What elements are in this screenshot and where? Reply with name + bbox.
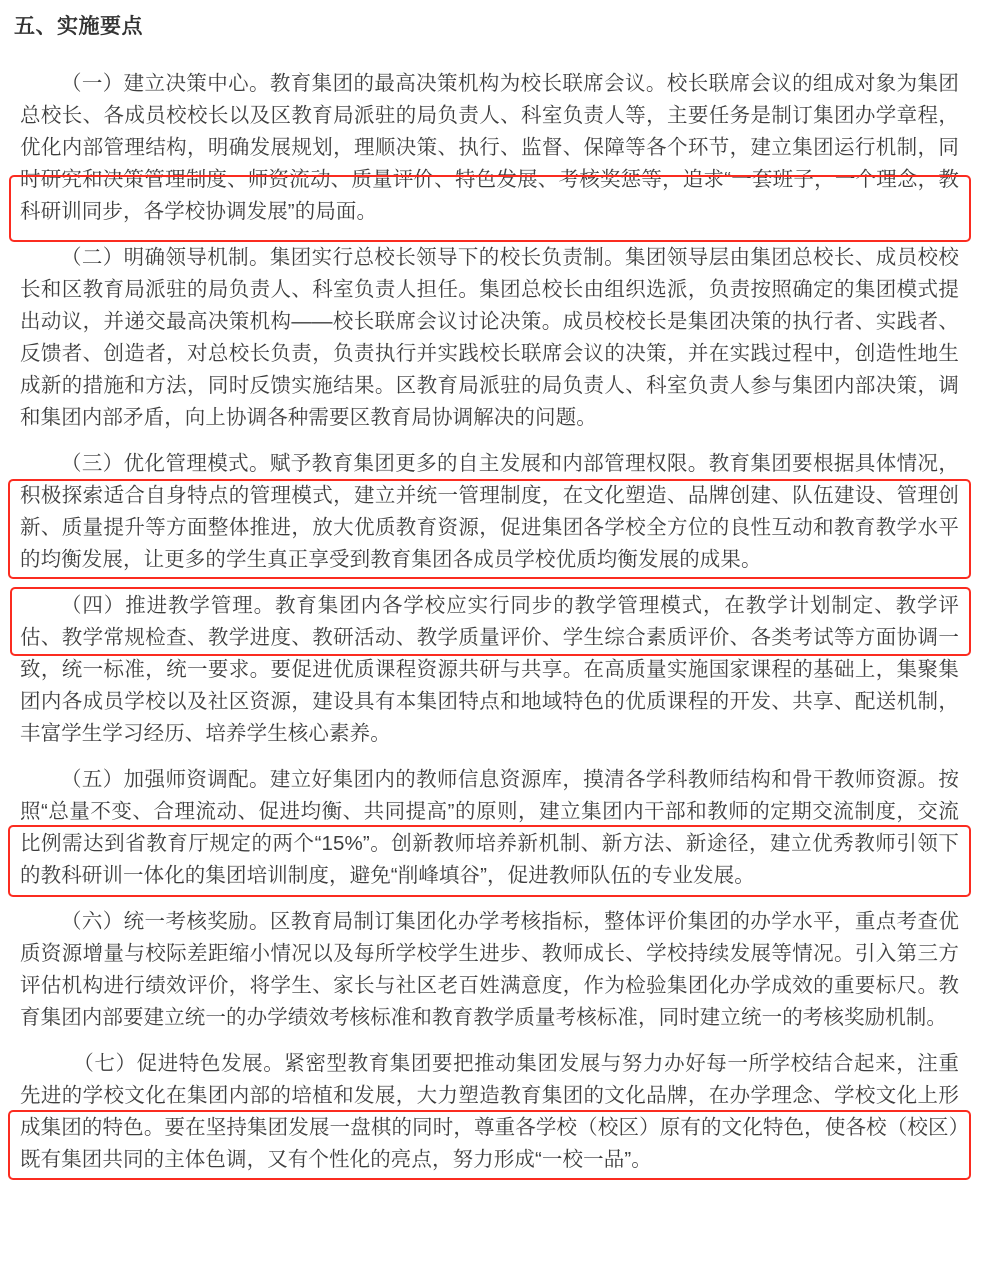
paragraph-2 xyxy=(12,242,963,434)
paragraph-3 xyxy=(12,448,963,576)
paragraph-text: （三）优化管理模式。赋予教育集团更多的自主发展和内部管理权限。教育集团要根据具体情况，积极探索适合自身特点的管理模式，建立并统一管理制度，在文化塑造、品牌创建、队伍建设、管理创新、质量提升等方面整体推进，放大优质教育资源，促进集团各学校全方位的良性互动和教育教学水平的均衡发展，让更多的学生真正享受到教育集团各成员学校优质均衡发展的成果。 xyxy=(20,452,959,571)
paragraph-text: （五）加强师资调配。建立好集团内的教师信息资源库，摸清各学科教师结构和骨干教师资源。按照“总量不变、合理流动、促进均衡、共同提高”的原则，建立集团内干部和教师的定期交流制度，交流比例需达到省教育厅规定的两个“15%”。创新教师培养新机制、新方法、新途径，建立优秀教师引领下的教科研训一体化的集团培训制度，避免“削峰填谷”，促进教师队伍的专业发展。 xyxy=(20,768,959,887)
paragraph-1 xyxy=(12,68,963,228)
paragraph-5 xyxy=(12,764,963,892)
document-body xyxy=(0,68,985,1176)
paragraph-4 xyxy=(12,590,963,750)
paragraph-text: （二）明确领导机制。集团实行总校长领导下的校长负责制。集团领导层由集团总校长、成员校校长和区教育局派驻的局负责人、科室负责人担任。集团总校长由组织选派，负责按照确定的集团模式提出动议，并递交最高决策机构——校长联席会议讨论决策。成员校校长是集团决策的执行者、实践者、反馈者、创造者，对总校长负责，负责执行并实践校长联席会议的决策，并在实践过程中，创造性地生成新的措施和方法，同时反馈实施结果。区教育局派驻的局负责人、科室负责人参与集团内部决策，调和集团内部矛盾，向上协调各种需要区教育局协调解决的问题。 xyxy=(20,246,959,429)
paragraph-7 xyxy=(12,1048,963,1176)
paragraph-text: （一）建立决策中心。教育集团的最高决策机构为校长联席会议。校长联席会议的组成对象为集团总校长、各成员校校长以及区教育局派驻的局负责人、科室负责人等，主要任务是制订集团办学章程，优化内部管理结构，明确发展规划，理顺决策、执行、监督、保障等各个环节，建立集团运行机制，同时研究和决策管理制度、师资流动、质量评价、特色发展、考核奖惩等，追求“一套班子，一个理念，教科研训同步，各学校协调发展”的局面。 xyxy=(20,72,959,223)
section-title: 五、实施要点 xyxy=(14,15,143,38)
paragraph-6 xyxy=(12,906,963,1034)
paragraph-text: （七）促进特色发展。紧密型教育集团要把推动集团发展与努力办好每一所学校结合起来，注重先进的学校文化在集团内部的培植和发展，大力塑造教育集团的文化品牌，在办学理念、学校文化上形成集团的特色。要在坚持集团发展一盘棋的同时，尊重各学校（校区）原有的文化特色，使各校（校区）既有集团共同的主体色调，又有个性化的亮点，努力形成“一校一品”。 xyxy=(20,1052,959,1171)
paragraph-text: （六）统一考核奖励。区教育局制订集团化办学考核指标，整体评价集团的办学水平，重点考查优质资源增量与校际差距缩小情况以及每所学校学生进步、教师成长、学校持续发展等情况。引入第三方评估机构进行绩效评价，将学生、家长与社区老百姓满意度，作为检验集团化办学成效的重要标尺。教育集团内部要建立统一的办学绩效考核标准和教育教学质量考核标准，同时建立统一的考核奖励机制。 xyxy=(20,910,959,1029)
paragraph-text: （四）推进教学管理。教育集团内各学校应实行同步的教学管理模式，在教学计划制定、教学评估、教学常规检查、教学进度、教研活动、教学质量评价、学生综合素质评价、各类考试等方面协调一致，统一标准，统一要求。要促进优质课程资源共研与共享。在高质量实施国家课程的基础上，集聚集团内各成员学校以及社区资源，建设具有本集团特点和地域特色的优质课程的开发、共享、配送机制，丰富学生学习经历、培养学生核心素养。 xyxy=(20,594,959,745)
